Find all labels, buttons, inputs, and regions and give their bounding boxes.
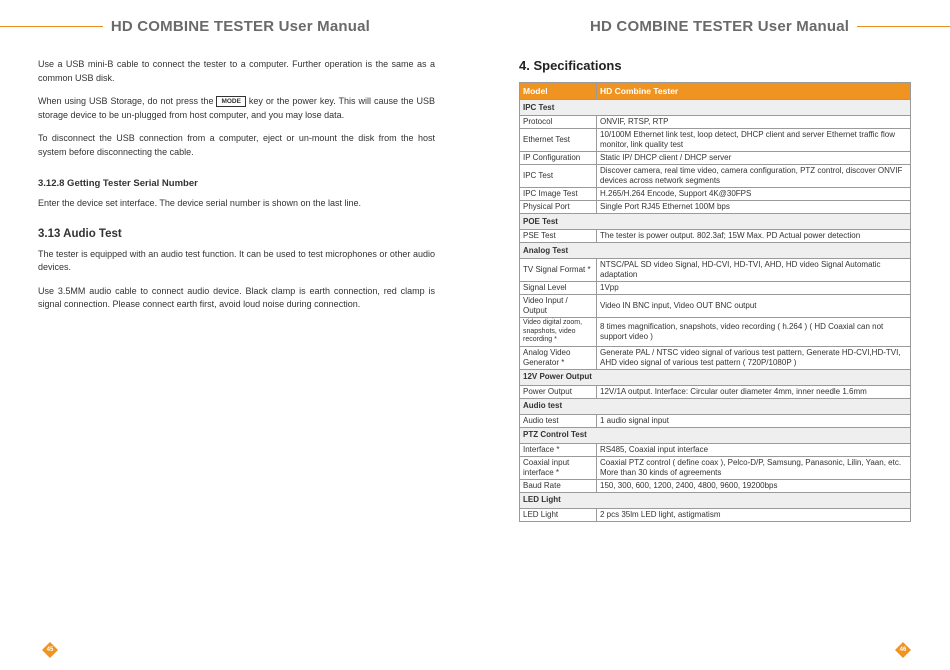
header-cell-value: HD Combine Tester: [597, 83, 911, 100]
table-row: [520, 129, 911, 152]
spec-value: RS485, Coaxial input interface: [597, 443, 911, 456]
spec-label: IP Configuration: [520, 152, 597, 165]
header-rule: [857, 26, 950, 27]
body-text: [38, 58, 435, 322]
text-segment: key or the power key. This will cause the USB storage device to be un-plugged from host computer, and you may lose data.: [38, 96, 435, 120]
spec-label: PSE Test: [520, 230, 597, 243]
table-row: [520, 385, 911, 398]
running-header: [0, 14, 370, 38]
table-row: [520, 165, 911, 188]
table-section-row: [520, 492, 911, 508]
table-row: [520, 282, 911, 295]
table-section-row: [520, 243, 911, 259]
table-row: [520, 152, 911, 165]
table-row: [520, 414, 911, 427]
table-section-row: [520, 427, 911, 443]
spec-value: NTSC/PAL SD video Signal, HD-CVI, HD-TVI, AHD, HD video Signal Automatic adaptation: [597, 259, 911, 282]
table-row: [520, 443, 911, 456]
header-title: HD COMBINE TESTER User Manual: [590, 17, 850, 35]
table-row: [520, 318, 911, 347]
table-row: [520, 346, 911, 369]
spec-value: 8 times magnification, snapshots, video recording ( h.264 ) ( HD Coaxial can not support video ): [597, 318, 911, 347]
table-section-row: [520, 214, 911, 230]
section-label: LED Light: [520, 492, 911, 508]
spec-value: ONVIF, RTSP, RTP: [597, 116, 911, 129]
spec-value: Generate PAL / NTSC video signal of various test pattern, Generate HD-CVI,HD-TVI, AHD video signal of various test pattern ( 720P/1080P ): [597, 346, 911, 369]
table-row: [520, 201, 911, 214]
section-title: 4. Specifications: [519, 58, 622, 73]
table-row: [520, 479, 911, 492]
heading-audio-test: 3.13 Audio Test: [38, 228, 122, 240]
header-title: HD COMBINE TESTER User Manual: [110, 17, 370, 35]
page-number: 46: [899, 647, 907, 653]
spec-value: Static IP/ DHCP client / DHCP server: [597, 152, 911, 165]
spec-value: Video IN BNC input, Video OUT BNC output: [597, 295, 911, 318]
paragraph-usb-connect: Use a USB mini-B cable to connect the tester to a computer. Further operation is the same as a common USB disk.: [38, 59, 435, 83]
spec-label: Video digital zoom, snapshots, video recording *: [520, 318, 597, 347]
spec-label: Ethernet Test: [520, 129, 597, 152]
spec-label: IPC Image Test: [520, 188, 597, 201]
header-rule: [0, 26, 103, 27]
spec-value: Coaxial PTZ control ( define coax ), Pelco-D/P, Samsung, Panasonic, Lilin, Yaan, etc. More than 30 kinds of agreements: [597, 456, 911, 479]
spec-value: 1 audio signal input: [597, 414, 911, 427]
table-section-row: [520, 398, 911, 414]
table-row: [520, 295, 911, 318]
table-row: [520, 259, 911, 282]
spec-value: The tester is power output. 802.3af; 15W Max. PD Actual power detection: [597, 230, 911, 243]
spec-label: Physical Port: [520, 201, 597, 214]
paragraph-usb-storage: [38, 95, 435, 122]
page-right: [475, 0, 950, 670]
spec-label: Signal Level: [520, 282, 597, 295]
section-label: Audio test: [520, 398, 911, 414]
running-header: [590, 14, 950, 38]
table-row: [520, 508, 911, 521]
spec-value: Discover camera, real time video, camera configuration, PTZ control, discover ONVIF devices across network segments: [597, 165, 911, 188]
section-label: IPC Test: [520, 100, 911, 116]
paragraph-audio-usage: Use 3.5MM audio cable to connect audio device. Black clamp is earth connection, red clamp is signal connection. Please connect earth first, avoid loud noise during connection.: [38, 285, 435, 309]
table-section-row: [520, 369, 911, 385]
section-label: 12V Power Output: [520, 369, 911, 385]
page-number-badge: [895, 642, 911, 658]
spec-value: 10/100M Ethernet link test, loop detect, DHCP client and server Ethernet traffic flow monitor, link quality test: [597, 129, 911, 152]
spec-table-body: [520, 83, 911, 522]
spec-value: 1Vpp: [597, 282, 911, 295]
page-number: 45: [46, 647, 54, 653]
spec-value: 150, 300, 600, 1200, 2400, 4800, 9600, 19200bps: [597, 479, 911, 492]
spec-label: Audio test: [520, 414, 597, 427]
section-label: PTZ Control Test: [520, 427, 911, 443]
spec-label: Power Output: [520, 385, 597, 398]
spec-label: Baud Rate: [520, 479, 597, 492]
header-cell-model: Model: [520, 83, 597, 100]
spec-label: Protocol: [520, 116, 597, 129]
paragraph-serial-number: Enter the device set interface. The device serial number is shown on the last line.: [38, 197, 362, 208]
spec-value: Single Port RJ45 Ethernet 100M bps: [597, 201, 911, 214]
table-row: [520, 188, 911, 201]
spec-value: H.265/H.264 Encode, Support 4K@30FPS: [597, 188, 911, 201]
spec-value: 2 pcs 35lm LED light, astigmatism: [597, 508, 911, 521]
table-row: [520, 116, 911, 129]
spec-label: Interface *: [520, 443, 597, 456]
table-header-row: [520, 83, 911, 100]
table-section-row: [520, 100, 911, 116]
spec-label: Coaxial input interface *: [520, 456, 597, 479]
table-row: [520, 456, 911, 479]
paragraph-usb-disconnect: To disconnect the USB connection from a computer, eject or un-mount the disk from the host system before disconnecting the cable.: [38, 133, 435, 157]
spec-label: Analog Video Generator *: [520, 346, 597, 369]
heading-serial-number: 3.12.8 Getting Tester Serial Number: [38, 178, 198, 189]
text-segment: When using USB Storage, do not press the: [38, 96, 214, 106]
table-row: [520, 230, 911, 243]
spec-label: LED Light: [520, 508, 597, 521]
paragraph-audio-intro: The tester is equipped with an audio test function. It can be used to test microphones or other audio devices.: [38, 248, 435, 272]
section-label: Analog Test: [520, 243, 911, 259]
page-number-badge: [42, 642, 58, 658]
spec-label: TV Signal Format *: [520, 259, 597, 282]
spec-label: Video Input / Output: [520, 295, 597, 318]
spec-table: [519, 82, 911, 522]
mode-key-icon: MODE: [216, 96, 246, 107]
section-label: POE Test: [520, 214, 911, 230]
spec-value: 12V/1A output. Interface: Circular outer diameter 4mm, inner needle 1.6mm: [597, 385, 911, 398]
spec-label: IPC Test: [520, 165, 597, 188]
